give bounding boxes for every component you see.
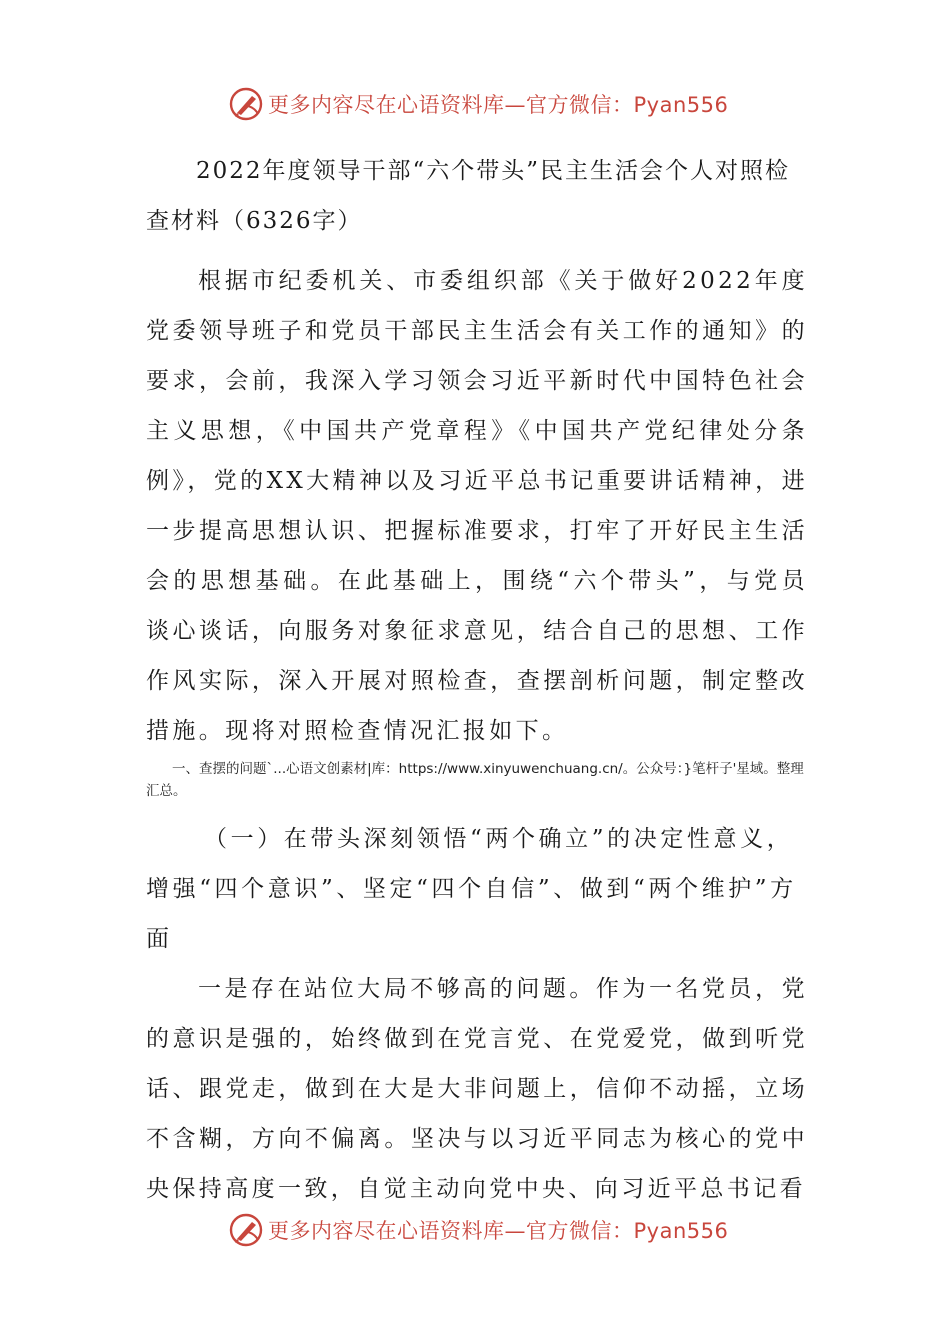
- banner-text: 更多内容尽在心语资料库—官方微信：Pyan556: [268, 1219, 729, 1243]
- body-paragraph: 一是存在站位大局不够高的问题。作为一名党员，党的意识是强的，始终做到在党言党、在党爱党，做到听党话、跟党走，做到在大是大非问题上，信仰不动摇，立场不含糊，方向不偏离。坚决与以习近平同志为核心的党中央保持高度一致，自觉主动向党中央、向习近平总书记看: [146, 976, 808, 1202]
- banner-text: 更多内容尽在心语资料库—官方微信：Pyan556: [268, 93, 729, 117]
- intro-paragraph: 根据市纪委机关、市委组织部《关于做好2022年度党委领导班子和党员干部民主生活会有关工作的通知》的要求，会前，我深入学习领会习近平新时代中国特色社会主义思想，《中国共产党章程》《中国共产党纪律处分条例》，党的XX大精神以及习近平总书记重要讲话精神，进一步提高思想认识、把握标准要求，打牢了开好民主生活会的思想基础。在此基础上，围绕“六个带头”，与党员谈心谈话，向服务对象征求意见，结合自己的思想、工作作风实际，深入开展对照检查，查摆剖析问题，制定整改措施。现将对照检查情况汇报如下。: [146, 268, 808, 744]
- pen-logo-icon: [228, 1212, 264, 1248]
- footer-banner: [228, 1208, 728, 1252]
- section-note: 一、查摆的问题`...心语文创素材|库：https://www.xinyuwenchuang.cn/。公众号：}笔杆子'星域。整理汇总。: [146, 761, 804, 799]
- header-banner: [228, 82, 728, 126]
- subsection-heading: （一）在带头深刻领悟“两个确立”的决定性意义，增强“四个意识”、坚定“四个自信”、做到“两个维护”方面: [146, 826, 797, 952]
- document-body: [146, 146, 808, 1214]
- pen-logo-icon: [228, 86, 264, 122]
- document-title: 2022年度领导干部“六个带头”民主生活会个人对照检查材料（6326字）: [146, 158, 791, 234]
